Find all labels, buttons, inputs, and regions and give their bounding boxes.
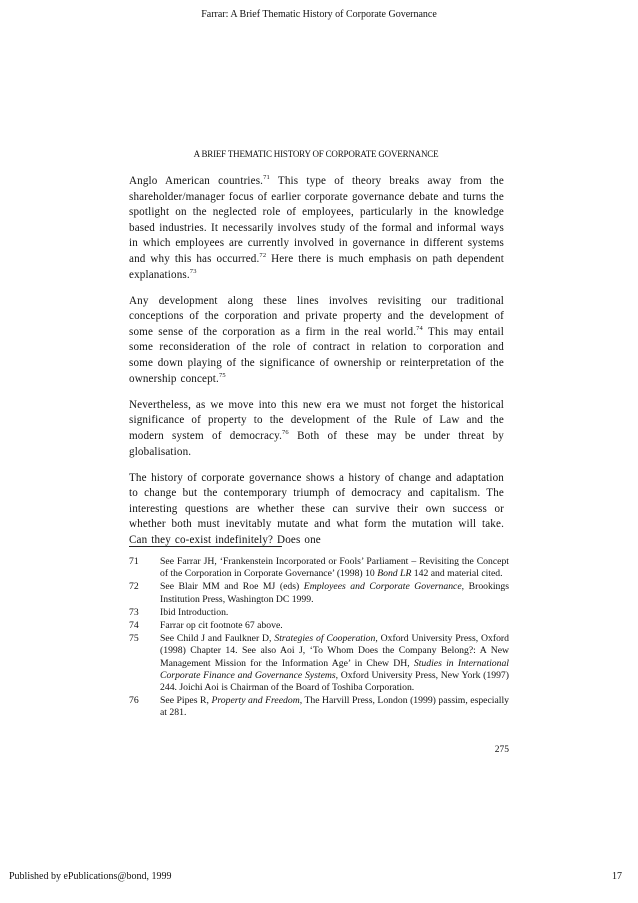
footnote-reference: 71 [263, 174, 270, 181]
footnote [129, 620, 509, 632]
footnote-title-italic: Strategies of Cooperation [274, 633, 376, 645]
footnote [129, 581, 509, 605]
footnote-text-segment: , Oxford University Press, New York (1997) 244. Joichi Aoi is Chairman of the Board of Toshiba Corporation. [160, 669, 509, 694]
footnote-text-segment: Farrar op cit footnote 67 above. [160, 620, 283, 632]
footnote-reference: 73 [189, 267, 197, 275]
footnote-reference: 76 [282, 428, 289, 436]
footnote-text-segment: See Blair MM and Roe MJ (eds) [160, 581, 304, 593]
footnote-number: 75 [129, 633, 139, 645]
chapter-heading: A BRIEF THEMATIC HISTORY OF CORPORATE GOVERNANCE [193, 149, 439, 159]
footnote-number: 73 [129, 606, 139, 618]
footnote-text [160, 695, 509, 719]
paragraph-text: This may entail some reconsideration of the role of contract in relation to corporation and some down playing of the significance of ownership or reinterpretation of the ownership concept. [129, 325, 505, 385]
footnote-text-segment: , Brookings Institution Press, Washington DC 1999. [160, 581, 509, 605]
footnote-text-segment: See Farrar JH, ‘Frankenstein Incorporated or Fools’ Parliament – Revisiting the Concept of the Corporation in Corporate Governance’ (1998) 10 [160, 556, 509, 580]
page-number: 17 [612, 871, 622, 882]
paragraph-text: The history of corporate governance shows a history of change and adaptation to change but the contemporary triumph of democracy and capitalism. The interesting questions are whether these can survive their own success or whether both must inevitably mutate and what form the mutation will take. Can they co-exist indefinitely? Does one [129, 471, 504, 546]
inner-page-number: 275 [494, 745, 509, 755]
paragraph-text: Here there is much emphasis on path dependent explanations. [129, 252, 504, 281]
body-paragraph [129, 471, 504, 549]
body-paragraph [129, 174, 504, 283]
footnote-number: 71 [129, 556, 139, 567]
footnote-title-italic: Property and Freedom [211, 695, 300, 707]
footnote [129, 607, 509, 619]
footnote-title-italic: Employees and Corporate Governance [303, 581, 462, 593]
footnote-number: 74 [129, 620, 139, 632]
footnote-title-italic: Bond LR [377, 568, 412, 580]
footnote-text-segment: See Child J and Faulkner D, [160, 633, 275, 645]
footnote-reference: 72 [259, 251, 267, 259]
body-paragraph [129, 294, 504, 388]
paragraph-text: This type of theory breaks away from the shareholder/manager focus of earlier corporate governance debate and turns the spotlight on the neglected role of employees, particularly in the knowledge based industries. It necessarily involves study of the formal and informal ways in which employees are currently involved in governance in different systems and why this has occurred. [129, 175, 504, 265]
footnote-number: 76 [129, 695, 139, 707]
footnote-text-segment: See Pipes R, [160, 695, 212, 707]
footnote-text-segment: 142 and material cited. [411, 568, 503, 580]
footnote-divider [129, 546, 282, 547]
footnotes [129, 556, 509, 721]
running-header: Farrar: A Brief Thematic History of Corporate Governance [201, 9, 437, 20]
footnote-text [160, 607, 509, 619]
footnote-text [160, 620, 509, 632]
footnote-number: 72 [129, 581, 139, 593]
paragraph-text: Nevertheless, as we move into this new era we must not forget the historical significance of property to the development of the Rule of Law and the modern system of democracy. [129, 398, 504, 442]
footnote-title-italic: Studies in International Corporate Finance and Governance Systems [160, 657, 509, 681]
footnote-text-segment: Ibid Introduction. [160, 606, 229, 618]
footnote-reference: 75 [218, 371, 226, 379]
publisher-credit: Published by ePublications@bond, 1999 [9, 871, 172, 882]
footnote-text-segment: , The Harvill Press, London (1999) passim, especially at 281. [160, 695, 509, 719]
footnote-text [160, 633, 509, 694]
paragraph-text: Any development along these lines involves revisiting our traditional conceptions of the corporation and private property and the development of some sense of the corporation as a firm in the real world. [129, 294, 504, 338]
footnote-text [160, 556, 509, 580]
body-paragraph [129, 398, 504, 460]
footnote [129, 633, 509, 694]
footnote-text-segment: , Oxford University Press, Oxford (1998) Chapter 14. See also Aoi J, ‘To Whom Does the Company Belong?: A New Management Mission for the Information Age’ in Chew DH, [160, 633, 509, 669]
footnote-reference: 74 [416, 324, 423, 332]
footnote [129, 556, 509, 580]
paragraph-text: Anglo American countries. [129, 175, 264, 187]
paragraph-text: Both of these may be under threat by globalisation. [129, 429, 505, 458]
body-text [129, 174, 504, 559]
footnote [129, 695, 509, 719]
footnote-text [160, 581, 509, 605]
